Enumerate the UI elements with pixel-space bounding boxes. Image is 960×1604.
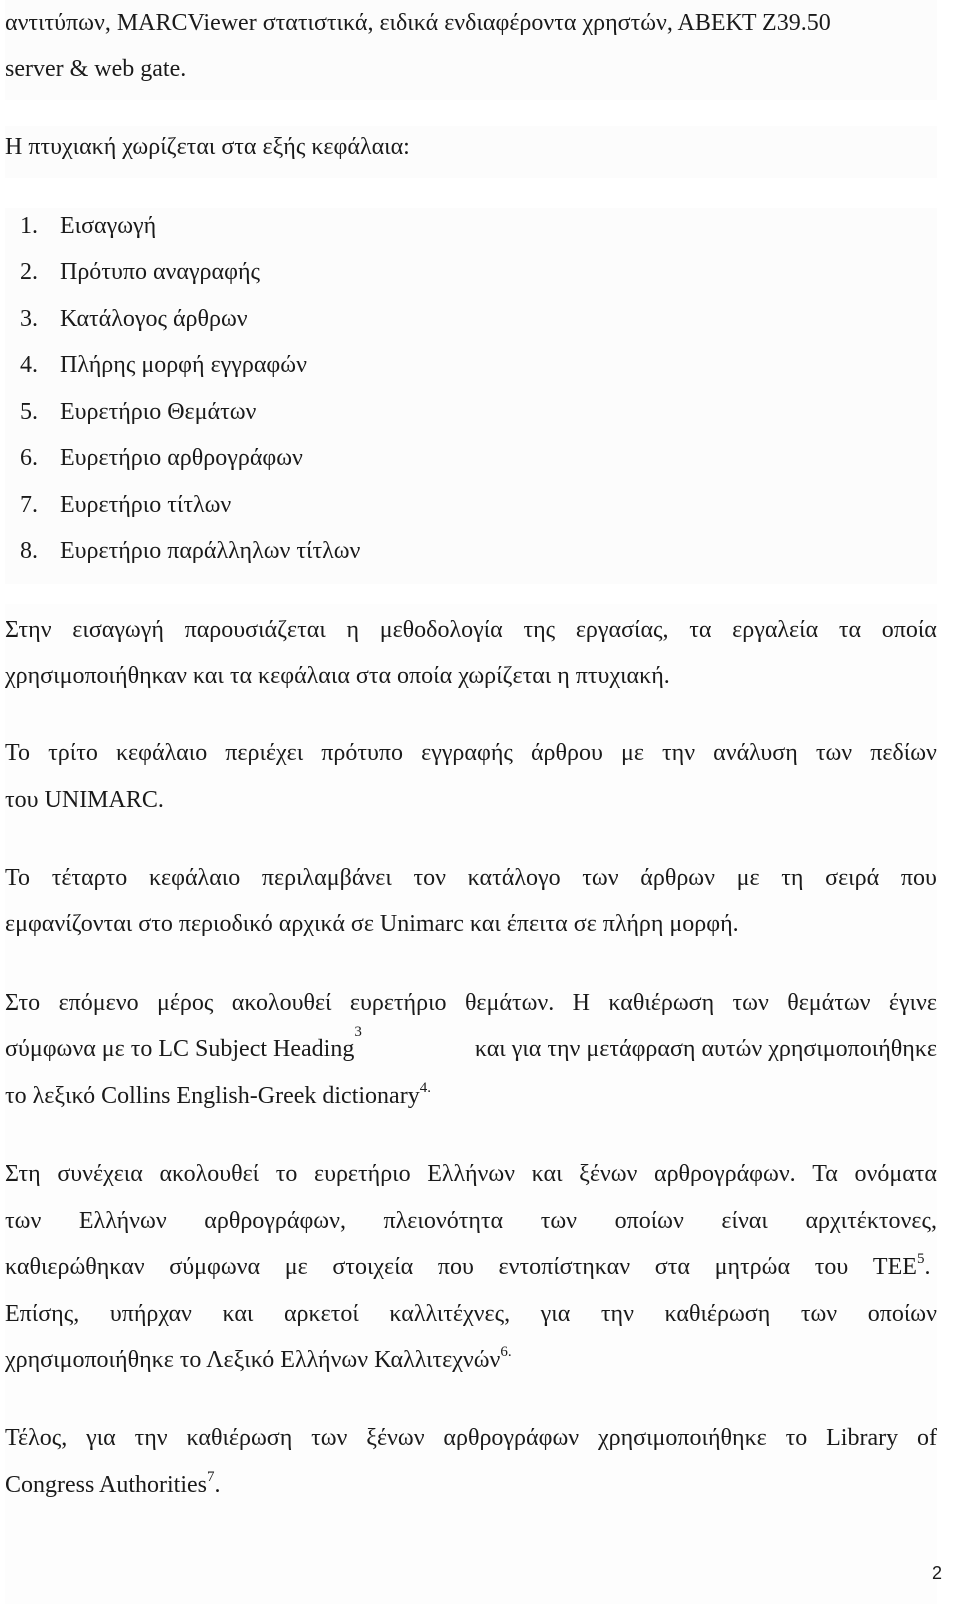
word: Ελλήνων [78,1208,167,1234]
word: των [732,990,769,1016]
word: μέρος [156,990,214,1016]
paragraph-5-line-1 [5,1159,937,1189]
word: στα [654,1254,690,1280]
word: και [222,1301,254,1327]
word: περιλαμβάνει [261,865,392,891]
word: ξένων [366,1425,425,1451]
word: με [620,740,644,766]
word: την [600,1301,634,1327]
word: πρότυπο [321,740,404,766]
paragraph-6-line-1 [5,1423,937,1453]
paragraph-5-line-2 [5,1206,937,1236]
list-item: 7. Ευρετήριο τίτλων [20,492,232,518]
list-item: 5. Ευρετήριο Θεμάτων [20,399,257,425]
word: των [5,1208,42,1234]
word: μεθοδολογία [379,617,503,643]
footnote-ref-7: 7 [207,1469,215,1485]
word: και [531,1161,563,1187]
word: είναι [721,1208,768,1234]
word: που [437,1254,474,1280]
footnote-ref-5: 5 [917,1251,925,1267]
word: αρθρογράφων [443,1425,580,1451]
word: μητρώα [714,1254,791,1280]
word: της [523,617,556,643]
footnote-ref-3: 3 [354,1024,362,1040]
word: Στο [5,990,41,1016]
list-item: 6. Ευρετήριο αρθρογράφων [20,445,303,471]
list-item: 8. Ευρετήριο παράλληλων τίτλων [20,538,361,564]
paragraph-5-line-3: καθιερώθηκαν σύμφωνα με στοιχεία που εντοπίστηκαν στα μητρώα του ΤΕΕ $^5$. [5,1251,931,1280]
word: των [815,740,853,766]
word: πεδίων [870,740,937,766]
word: του [814,1254,849,1280]
paragraph-4-line-1 [5,988,937,1018]
word: κατάλογο [467,865,561,891]
word: την [662,740,696,766]
word: τα [838,617,862,643]
paragraph-1-line-1 [5,615,937,645]
word: καθιέρωση [664,1301,771,1327]
word: παρουσιάζεται [184,617,326,643]
word: αρθρογράφων, [204,1208,346,1234]
word: Τα [812,1161,838,1187]
list-item: 3. Κατάλογος άρθρων [20,306,248,332]
list-item: 4. Πλήρης μορφή εγγραφών [20,352,307,378]
word: ανάλυση [713,740,798,766]
word: των [540,1208,577,1234]
list-item: 2. Πρότυπο αναγραφής [20,259,261,285]
word: ΤΕΕ [872,1254,917,1280]
word: συνέχεια [57,1161,143,1187]
word: που [900,865,937,891]
word: ευρετήριο [349,990,447,1016]
paragraph-3-line-1 [5,863,937,893]
page-number: 2 [931,1563,942,1583]
word: Στη [5,1161,41,1187]
word: περιέχει [225,740,304,766]
word: επόμενο [58,990,139,1016]
word: των [582,865,619,891]
word: τα [689,617,712,643]
word: εγγραφής [421,740,513,766]
word: εργαλεία [732,617,819,643]
word: κεφάλαιο [115,740,208,766]
paragraph-4-line-3: το λεξικό Collins English-Greek dictionary$^{4.}$ [5,1080,431,1109]
word: τη [781,865,804,891]
list-item: 1. Εισαγωγή [20,213,157,239]
word: χρησιμοποιήθηκε [597,1425,767,1451]
word: τρίτο [48,740,98,766]
paragraph-2-line-2: του UNIMARC. [5,787,164,813]
word: ονόματα [854,1161,937,1187]
word: καθιέρωση [608,990,715,1016]
word: η [346,617,360,643]
word: Τέλος, [5,1425,68,1451]
word: πλειονότητα [383,1208,504,1234]
word: για [540,1301,571,1327]
word: σειρά [825,865,880,891]
word: άρθρων [640,865,715,891]
word: Η [572,990,590,1016]
word: θεμάτων [787,990,871,1016]
word: of [916,1425,937,1451]
word: Ελλήνων [427,1161,516,1187]
word: οποία [881,617,937,643]
paragraph-6-line-2: Congress Authorities$^7$. [5,1469,221,1498]
word: ακολουθεί [159,1161,260,1187]
word: κεφάλαιο [148,865,241,891]
word: αρθρογράφων. [654,1161,796,1187]
word: αρκετοί [283,1301,359,1327]
chapters-heading: Η πτυχιακή χωρίζεται στα εξής κεφάλαια: [5,134,410,160]
word: καθιέρωση [186,1425,293,1451]
word: αρχιτέκτονες, [805,1208,937,1234]
word: τον [413,865,446,891]
word: καλλιτέχνες, [389,1301,511,1327]
word: το [785,1425,808,1451]
word: το [275,1161,298,1187]
word: οποίων [867,1301,937,1327]
word: άρθρου [530,740,603,766]
paragraph-5-line-5: χρησιμοποιήθηκε το Λεξικό Ελλήνων Καλλιτεχνών$^{6.}$ [5,1344,512,1373]
word: έγινε [888,990,937,1016]
word: θεμάτων. [464,990,555,1016]
word: εργασίας, [575,617,669,643]
word: των [800,1301,838,1327]
word: υπήρχαν [109,1301,192,1327]
word: την [134,1425,168,1451]
word: στοιχεία [332,1254,414,1280]
paragraph-4-line-2: σύμφωνα με το LC Subject Heading $^3$ και για την μετάφραση αυτών χρησιμοποιήθηκε [5,1024,937,1062]
word: Το [5,740,31,766]
word: Library [826,1425,899,1451]
word: σύμφωνα [169,1254,261,1280]
footnote-ref-4: 4. [419,1080,431,1096]
word: των [311,1425,348,1451]
intro-line-1: αντιτύπων, MARCViewer στατιστικά, ειδικά ενδιαφέροντα χρηστών, ΑΒΕΚΤ Z39.50 [5,10,831,36]
word: Στην [5,617,52,643]
paragraph-2-line-1 [5,738,937,768]
word: τέταρτο [51,865,128,891]
word: ξένων [579,1161,638,1187]
word: ακολουθεί [231,990,332,1016]
word: καθιερώθηκαν [5,1254,145,1280]
word: για [86,1425,116,1451]
word: εισαγωγή [72,617,164,643]
word: εντοπίστηκαν [498,1254,631,1280]
paragraph-1-line-2: χρησιμοποιήθηκαν και τα κεφάλαια στα οποία χωρίζεται η πτυχιακή. [5,663,670,689]
word: Το [5,865,31,891]
footnote-ref-6: 6. [500,1344,512,1360]
word: με [736,865,760,891]
paragraph-5-line-4 [5,1299,937,1329]
word: με [284,1254,308,1280]
word: Επίσης, [5,1301,80,1327]
paragraph-3-line-2: εμφανίζονται στο περιοδικό αρχικά σε Unimarc και έπειτα σε πλήρη μορφή. [5,911,739,937]
intro-line-2: server & web gate. [5,56,187,82]
word: ευρετήριο [313,1161,411,1187]
word: οποίων [614,1208,684,1234]
